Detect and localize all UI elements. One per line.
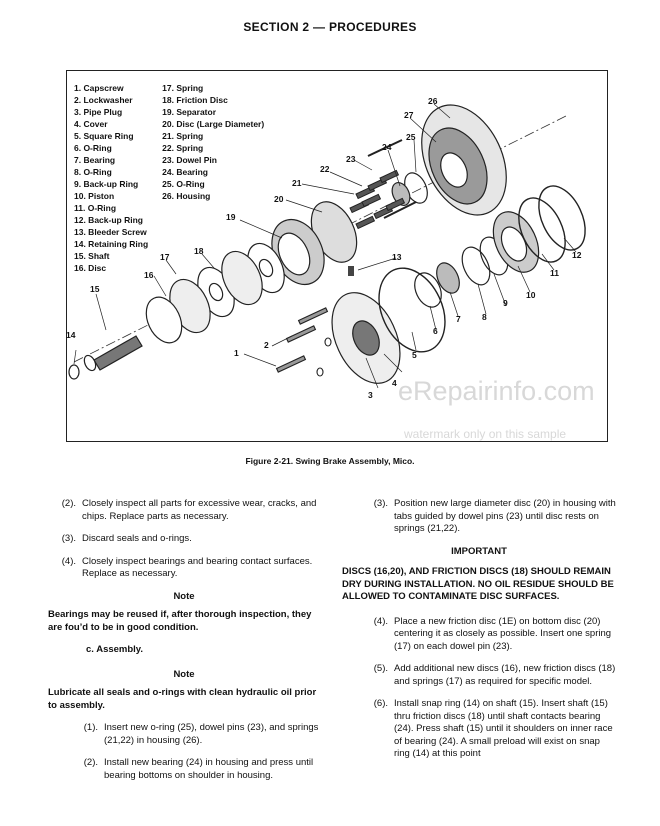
parts-list-item: 8. O-Ring (74, 167, 112, 177)
oring-8 (457, 243, 496, 289)
parts-list-item: 7. Bearing (74, 155, 116, 165)
parts-list-item: 25. O-Ring (162, 179, 205, 189)
spring-cluster (350, 140, 416, 229)
right-column (342, 498, 616, 771)
callout-16: 16 (144, 270, 154, 280)
step-text: Closely inspect bearings and bearing contact surfaces. Replace as necessary. (82, 555, 313, 579)
step-text: Discard seals and o-rings. (82, 533, 192, 544)
callout-11: 11 (550, 268, 559, 278)
parts-list (74, 82, 264, 274)
parts-list-item: 26. Housing (162, 191, 211, 201)
callout-1: 1 (234, 348, 239, 358)
note-text: Bearings may be reused if, after thorough inspection, they are fou’d to be in good condition. (48, 609, 312, 633)
note-title: Note (173, 668, 195, 680)
callout-20: 20 (274, 194, 284, 204)
parts-list-item: 14. Retaining Ring (74, 239, 149, 249)
step-item (48, 533, 320, 546)
parts-list-item: 20. Disc (Large Diameter) (162, 119, 265, 129)
step-number: (5). (373, 663, 388, 674)
parts-list-item: 9. Back-up Ring (74, 179, 139, 189)
parts-list-item: 19. Separator (162, 107, 217, 117)
step-item (342, 498, 616, 536)
note-title: Note (173, 590, 195, 602)
watermark-text: eRepairinfo.com (398, 376, 595, 406)
callout-27: 27 (404, 110, 414, 120)
assembly-heading: c. Assembly. (86, 644, 144, 655)
backup-ring-12 (530, 179, 595, 258)
shaft-15 (82, 336, 142, 372)
callout-25: 25 (406, 132, 416, 142)
callout-6: 6 (433, 326, 438, 336)
parts-list-item: 3. Pipe Plug (74, 107, 123, 117)
parts-list-item: 17. Spring (162, 83, 204, 93)
important-text: DISCS (16,20), AND FRICTION DISCS (18) SHOULD REMAIN DRY DURING INSTALLATION. NO OIL RESIDUE SHOULD BE ALLOWED TO CONTAMINATE DISC SURFACES. (342, 566, 614, 602)
parts-list-item: 5. Square Ring (74, 131, 134, 141)
callout-4: 4 (392, 378, 397, 388)
step-text: Place a new friction disc (1E) on bottom disc (20) centering it as closely as possible. Insert one spring (17) on each dowel pin (23). (394, 615, 612, 652)
section-header: SECTION 2 — PROCEDURES (243, 20, 417, 34)
callout-8: 8 (482, 312, 487, 322)
callout-7: 7 (456, 314, 461, 324)
step-item (48, 556, 320, 581)
step-item (48, 722, 320, 747)
parts-list-item: 1. Capscrew (74, 83, 124, 93)
callout-18: 18 (194, 246, 204, 256)
parts-list-item: 11. O-Ring (74, 203, 117, 213)
callout-21: 21 (292, 178, 302, 188)
watermark-subtext: watermark only on this sample (404, 427, 567, 441)
bearing-7 (432, 259, 464, 296)
step-number: (4). (61, 555, 76, 567)
step-item (48, 498, 320, 523)
parts-list-item: 4. Cover (74, 119, 108, 129)
parts-list-item: 23. Dowel Pin (162, 155, 217, 165)
parts-column-1 (74, 82, 148, 274)
step-number: (4). (373, 615, 388, 627)
step-item (342, 698, 616, 761)
parts-list-item: 15. Shaft (74, 251, 110, 261)
callout-23: 23 (346, 154, 356, 164)
callout-3: 3 (368, 390, 373, 400)
step-item (48, 757, 320, 782)
step-text: Add additional new discs (16), new friction discs (18) and springs (17) as required for specific model. (394, 663, 616, 687)
callout-17: 17 (160, 252, 170, 262)
step-number: (6). (373, 698, 388, 709)
step-number: (2). (61, 498, 76, 509)
housing-part (405, 91, 523, 228)
callout-22: 22 (320, 164, 330, 174)
bleeder-screw-13 (348, 266, 354, 276)
callout-5: 5 (412, 350, 417, 360)
step-text: Position new large diameter disc (20) in housing with tabs guided by dowel pins (23) until disc rests on springs (21,22). (394, 498, 616, 534)
step-number: (2). (83, 757, 98, 768)
callout-14: 14 (66, 330, 76, 340)
step-item (342, 663, 616, 688)
parts-list-item: 22. Spring (162, 143, 204, 153)
parts-list-item: 21. Spring (162, 131, 204, 141)
parts-list-item: 13. Bleeder Screw (74, 227, 147, 237)
left-column (48, 498, 320, 792)
callout-15: 15 (90, 284, 100, 294)
parts-list-item: 18. Friction Disc (162, 95, 228, 105)
parts-list-item: 16. Disc (74, 263, 107, 273)
important-title: IMPORTANT (451, 545, 507, 557)
step-text: Insert new o-ring (25), dowel pins (23), and springs (21,22) in housing (26). (104, 722, 319, 746)
step-text: Install new bearing (24) in housing and press until bearing bottoms on shoulder in housing. (104, 757, 314, 781)
parts-list-item: 10. Piston (74, 191, 115, 201)
callout-24: 24 (382, 142, 392, 152)
note-text: Lubricate all seals and o-rings with clean hydraulic oil prior to assembly. (48, 687, 317, 711)
parts-column-2 (162, 82, 264, 274)
parts-list-item: 12. Back-up Ring (74, 215, 143, 225)
step-number: (1). (83, 722, 98, 733)
parts-list-item: 6. O-Ring (74, 143, 112, 153)
capscrews (277, 308, 331, 376)
callout-19: 19 (226, 212, 236, 222)
step-item (342, 616, 616, 654)
step-number: (3). (373, 498, 388, 509)
parts-list-item: 2. Lockwasher (74, 95, 133, 105)
piston-10 (484, 205, 547, 280)
callout-13: 13 (392, 252, 402, 262)
step-number: (3). (61, 533, 76, 544)
callout-12: 12 (572, 250, 582, 260)
callout-2: 2 (264, 340, 269, 350)
step-text: Closely inspect all parts for excessive wear, cracks, and chips. Replace parts as necessary. (82, 498, 317, 522)
step-text: Install snap ring (14) on shaft (15). Insert shaft (15) thru friction discs (18) until shaft contacts bearing (24). Press shaft (15) until it shoulders on inner race of bearing (24). A small preload will exist on snap ring (14) at this point (394, 698, 613, 759)
figure-caption: Figure 2-21. Swing Brake Assembly, Mico. (245, 456, 415, 466)
callout-9: 9 (503, 298, 508, 308)
callout-26: 26 (428, 96, 438, 106)
callout-10: 10 (526, 290, 536, 300)
retaining-ring-14 (69, 365, 79, 379)
parts-list-item: 24. Bearing (162, 167, 208, 177)
